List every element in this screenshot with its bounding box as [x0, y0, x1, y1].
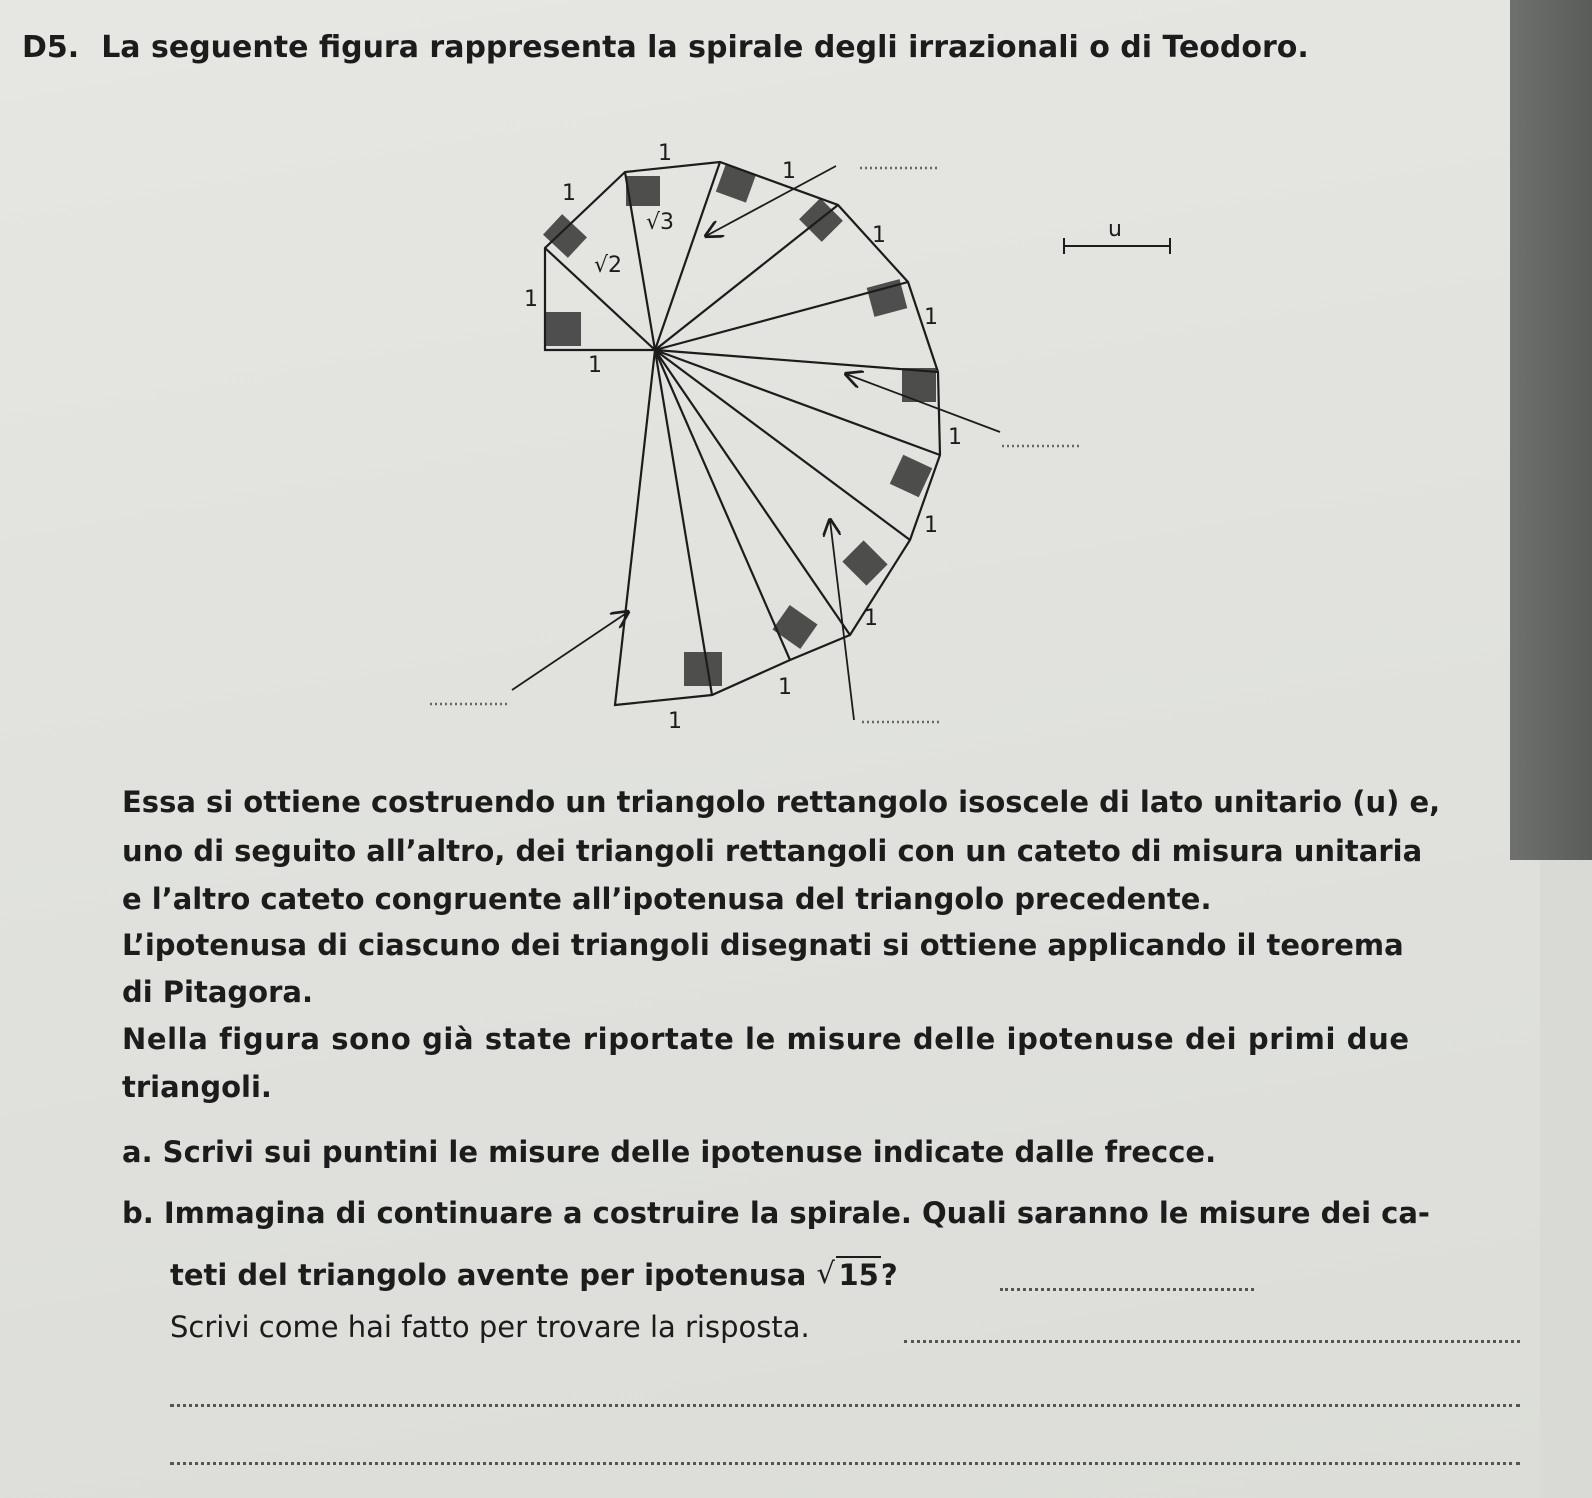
unit-label: u — [1108, 217, 1122, 242]
leg-label: 1 — [924, 305, 938, 330]
unit-segment — [1064, 217, 1170, 254]
hypotenuse-label-sqrt2: √2 — [594, 253, 623, 278]
right-angle-mark — [716, 163, 756, 202]
exercise-number: D5. — [22, 30, 80, 65]
leg-label: 1 — [864, 606, 878, 631]
right-angle-mark — [842, 540, 887, 585]
right-angle-mark — [772, 605, 817, 649]
hypotenuse-label-sqrt3: √3 — [646, 210, 675, 235]
right-angle-mark — [626, 176, 660, 206]
hypotenuse-8 — [655, 350, 940, 455]
answer-line-b-explanation[interactable] — [170, 1462, 1520, 1465]
question-b-line3: Scrivi come hai fatto per trovare la risposta. — [170, 1310, 810, 1344]
leg-labels — [524, 141, 962, 734]
answer-line-b[interactable] — [1000, 1288, 1254, 1291]
question-a: a. Scrivi sui puntini le misure delle ipotenuse indicate dalle frecce. — [122, 1135, 1217, 1169]
arrow-to-hypotenuse-9 — [830, 520, 854, 720]
answer-blanks — [430, 168, 1080, 722]
paragraph-line: e l’altro cateto congruente all’ipotenusa del triangolo precedente. — [122, 882, 1212, 916]
leg-label: 1 — [782, 159, 796, 184]
question-b-suffix: ? — [880, 1258, 898, 1292]
leg-label: 1 — [668, 709, 682, 734]
leg-label: 1 — [588, 353, 602, 378]
leg-label: 1 — [872, 223, 886, 248]
exercise-title-text: La seguente figura rappresenta la spirale degli irrazionali o di Teodoro. — [101, 30, 1309, 65]
leg-label: 1 — [778, 675, 792, 700]
answer-line-b-explanation[interactable] — [904, 1340, 1520, 1343]
hypotenuse-12 — [655, 350, 712, 695]
leg-label: 1 — [924, 513, 938, 538]
leg-label: 1 — [948, 425, 962, 450]
paragraph-line: Nella figura sono già state riportate le misure delle ipotenuse dei primi due — [122, 1022, 1410, 1056]
question-b-prefix: teti del triangolo avente per ipotenusa — [170, 1258, 807, 1292]
radicand: 15 — [838, 1258, 879, 1292]
leg-label: 1 — [658, 141, 672, 166]
leg-label: 1 — [562, 181, 576, 206]
hypotenuse-4 — [655, 162, 720, 350]
paragraph-line: L’ipotenusa di ciascuno dei triangoli disegnati si ottiene applicando il teorema — [122, 928, 1404, 962]
paragraph-line: di Pitagora. — [122, 975, 313, 1009]
sqrt15-expression — [816, 1258, 880, 1292]
answer-arrows — [512, 166, 1000, 720]
radical-sign: √ — [816, 1256, 835, 1290]
right-angle-mark — [890, 455, 933, 498]
hypotenuse-10 — [655, 350, 850, 635]
answer-line-b-explanation[interactable] — [170, 1404, 1520, 1407]
arrow-to-hypotenuse-12 — [512, 612, 628, 690]
hypotenuse-11 — [655, 350, 790, 660]
right-angle-mark — [684, 652, 722, 686]
question-b-line2 — [170, 1258, 898, 1292]
paragraph-line: triangoli. — [122, 1070, 272, 1104]
paragraph-line: Essa si ottiene costruendo un triangolo rettangolo isoscele di lato unitario (u) e, — [122, 785, 1441, 819]
leg-label: 1 — [524, 287, 538, 312]
right-angle-mark — [545, 312, 581, 346]
paragraph-line: uno di seguito all’altro, dei triangoli rettangoli con un cateto di misura unitaria — [122, 834, 1423, 868]
hypotenuse-7 — [655, 350, 938, 372]
question-b-line1: b. Immagina di continuare a costruire la spirale. Quali saranno le misure dei ca- — [122, 1196, 1430, 1230]
hypotenuse-9 — [655, 350, 910, 540]
